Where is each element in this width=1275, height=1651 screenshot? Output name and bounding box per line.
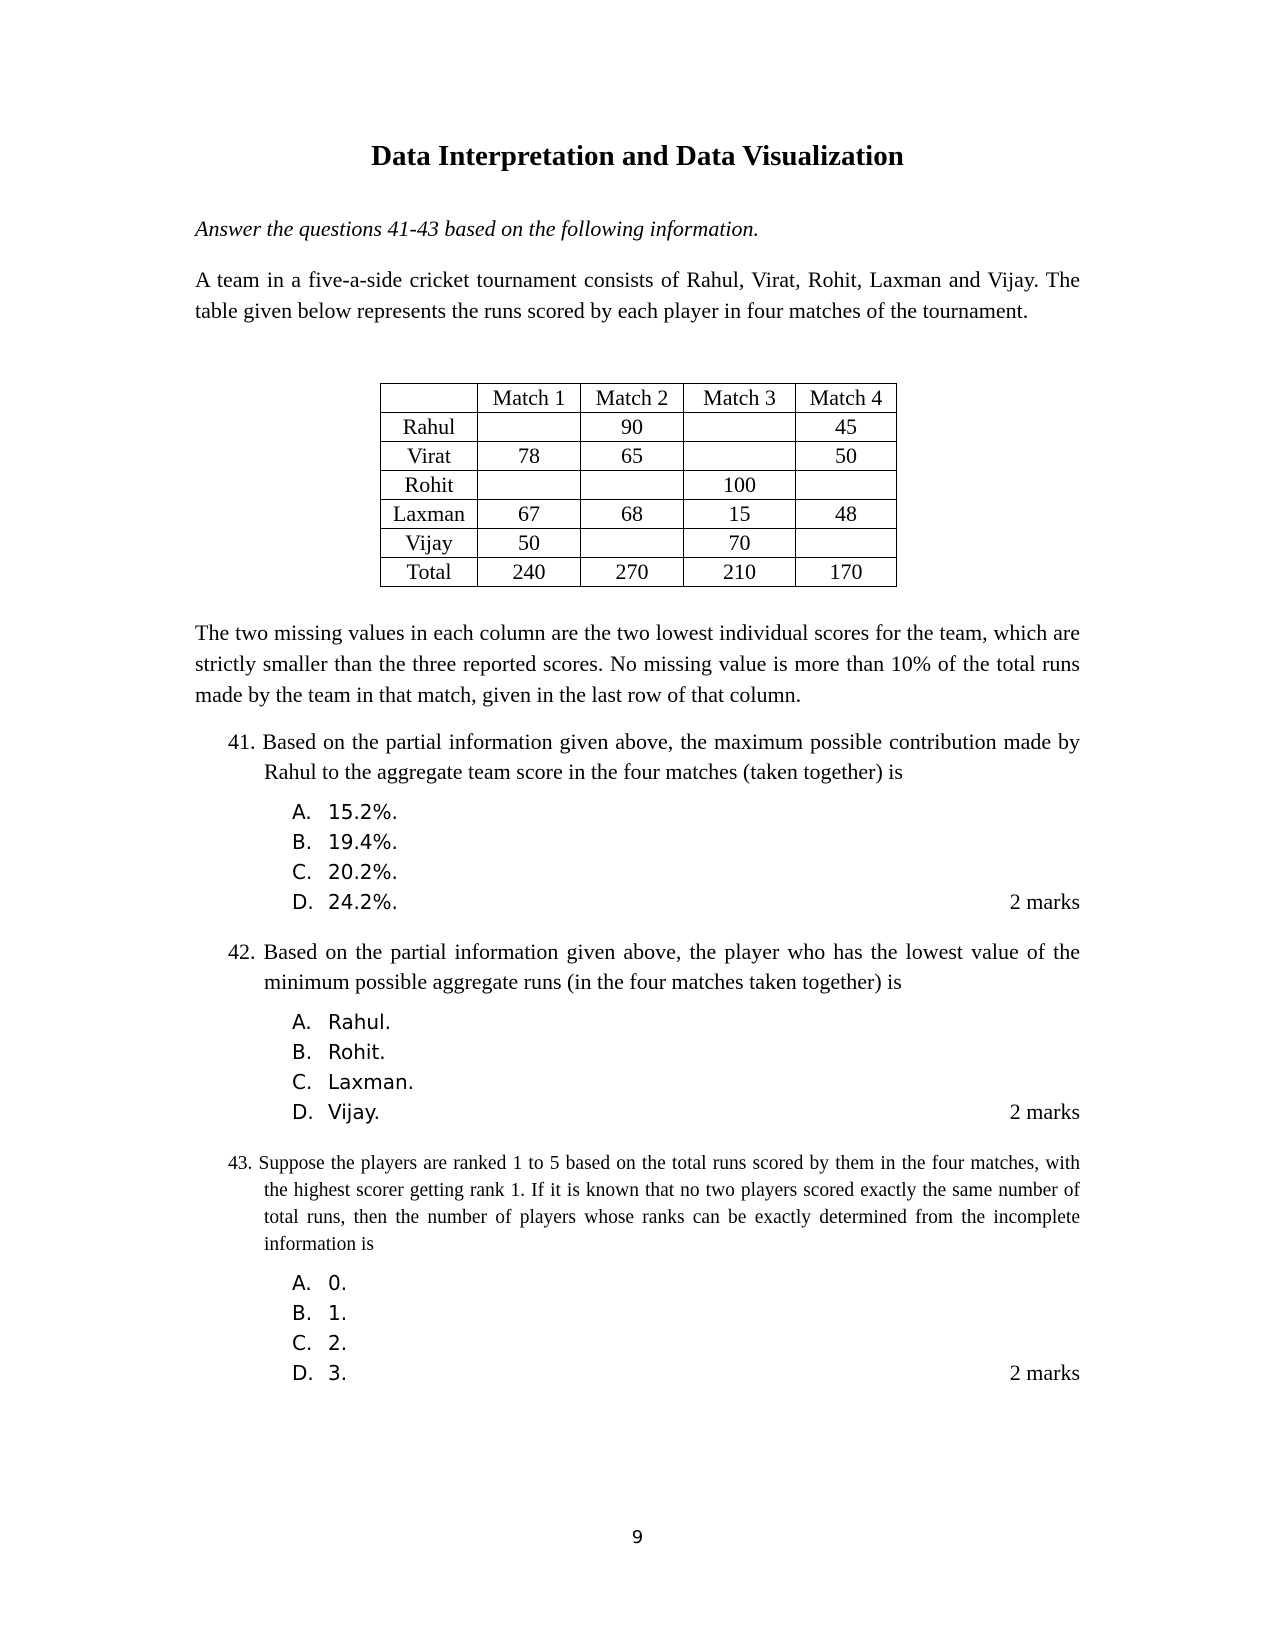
option-a[interactable] bbox=[292, 1007, 1080, 1037]
question-41 bbox=[228, 727, 1080, 917]
option-letter: B. bbox=[292, 830, 313, 854]
option-text: Rohit. bbox=[328, 1040, 386, 1064]
option-c[interactable] bbox=[292, 1328, 1080, 1358]
marks-label: 2 marks bbox=[1009, 1360, 1080, 1385]
option-text: 1. bbox=[328, 1301, 348, 1325]
table-cell: 78 bbox=[478, 442, 581, 471]
table-cell: Rahul bbox=[381, 413, 478, 442]
option-letter: A. bbox=[292, 800, 312, 824]
option-d[interactable] bbox=[292, 1358, 1080, 1388]
option-text: 0. bbox=[328, 1271, 348, 1295]
table-cell: 45 bbox=[796, 413, 897, 442]
table-cell: 67 bbox=[478, 500, 581, 529]
options-list bbox=[228, 1007, 1080, 1127]
runs-table bbox=[380, 383, 897, 587]
table-cell: 90 bbox=[581, 413, 684, 442]
table-cell bbox=[581, 471, 684, 500]
table-cell: 65 bbox=[581, 442, 684, 471]
table-cell bbox=[796, 471, 897, 500]
option-text: Vijay. bbox=[328, 1100, 380, 1124]
question-body: Suppose the players are ranked 1 to 5 based on the total runs scored by them in the four matches, with the highest scorer getting rank 1. If it is known that no two players scored exactly the same number of total runs, then the number of players whose ranks can be exactly determined from the incomplete information is bbox=[258, 1153, 1080, 1255]
table-cell: 240 bbox=[478, 558, 581, 587]
option-c[interactable] bbox=[292, 1067, 1080, 1097]
table-cell bbox=[478, 413, 581, 442]
table-header-row bbox=[381, 384, 897, 413]
table-header-cell bbox=[381, 384, 478, 413]
table-cell: Vijay bbox=[381, 529, 478, 558]
table-total-row bbox=[381, 558, 897, 587]
table-cell: 270 bbox=[581, 558, 684, 587]
table-cell: Total bbox=[381, 558, 478, 587]
option-letter: B. bbox=[292, 1301, 313, 1325]
option-text: 2. bbox=[328, 1331, 348, 1355]
option-letter: C. bbox=[292, 1070, 313, 1094]
option-letter: B. bbox=[292, 1040, 313, 1064]
question-text bbox=[228, 937, 1080, 997]
option-text: 19.4%. bbox=[328, 830, 398, 854]
option-text: 20.2%. bbox=[328, 860, 398, 884]
table-row bbox=[381, 471, 897, 500]
page-title: Data Interpretation and Data Visualization bbox=[371, 140, 904, 172]
option-c[interactable] bbox=[292, 857, 1080, 887]
table-row bbox=[381, 500, 897, 529]
instruction-text: Answer the questions 41-43 based on the following information. bbox=[195, 216, 760, 241]
table-cell: Rohit bbox=[381, 471, 478, 500]
question-body: Based on the partial information given above, the maximum possible contribution made by Rahul to the aggregate team score in the four matches (taken together) is bbox=[262, 729, 1080, 784]
option-text: 15.2%. bbox=[328, 800, 398, 824]
question-body: Based on the partial information given above, the player who has the lowest value of the minimum possible aggregate runs (in the four matches taken together) is bbox=[263, 939, 1081, 994]
table-cell: 100 bbox=[684, 471, 796, 500]
table-cell bbox=[684, 442, 796, 471]
table-cell: 50 bbox=[478, 529, 581, 558]
option-text: Rahul. bbox=[328, 1010, 391, 1034]
table-cell: 170 bbox=[796, 558, 897, 587]
table-row bbox=[381, 442, 897, 471]
option-text: 3. bbox=[328, 1361, 348, 1385]
option-b[interactable] bbox=[292, 827, 1080, 857]
table-cell: Laxman bbox=[381, 500, 478, 529]
option-b[interactable] bbox=[292, 1037, 1080, 1067]
table-header-cell: Match 4 bbox=[796, 384, 897, 413]
marks-label: 2 marks bbox=[1009, 1099, 1080, 1124]
options-list bbox=[228, 797, 1080, 917]
option-letter: A. bbox=[292, 1010, 312, 1034]
question-number: 41. bbox=[228, 729, 256, 754]
options-list bbox=[228, 1268, 1080, 1388]
table-header-cell: Match 1 bbox=[478, 384, 581, 413]
table-cell: 68 bbox=[581, 500, 684, 529]
question-text bbox=[228, 1150, 1080, 1258]
table-cell: 70 bbox=[684, 529, 796, 558]
option-letter: D. bbox=[292, 1361, 314, 1385]
table-row bbox=[381, 413, 897, 442]
question-43 bbox=[228, 1150, 1080, 1388]
question-text bbox=[228, 727, 1080, 787]
page-number: 9 bbox=[631, 1527, 644, 1548]
note-paragraph: The two missing values in each column are the two lowest individual scores for the team, which are strictly smaller than the three reported scores. No missing value is more than 10% of the total runs made by the team in that match, given in the last row of that column. bbox=[195, 620, 1080, 707]
table-cell: 15 bbox=[684, 500, 796, 529]
table-cell: 50 bbox=[796, 442, 897, 471]
question-number: 42. bbox=[228, 939, 256, 964]
intro-paragraph: A team in a five-a-side cricket tournament consists of Rahul, Virat, Rohit, Laxman and Vijay. The table given below represents the runs scored by each player in four matches of the tournament. bbox=[195, 267, 1080, 323]
table-header-cell: Match 2 bbox=[581, 384, 684, 413]
table-row bbox=[381, 529, 897, 558]
option-letter: D. bbox=[292, 890, 314, 914]
table-cell bbox=[796, 529, 897, 558]
option-letter: A. bbox=[292, 1271, 312, 1295]
table-cell: Virat bbox=[381, 442, 478, 471]
table-cell bbox=[478, 471, 581, 500]
option-d[interactable] bbox=[292, 887, 1080, 917]
option-b[interactable] bbox=[292, 1298, 1080, 1328]
question-42 bbox=[228, 937, 1080, 1127]
option-letter: C. bbox=[292, 860, 313, 884]
table-cell bbox=[581, 529, 684, 558]
marks-label: 2 marks bbox=[1009, 889, 1080, 914]
option-a[interactable] bbox=[292, 1268, 1080, 1298]
option-text: Laxman. bbox=[328, 1070, 415, 1094]
table-cell bbox=[684, 413, 796, 442]
option-letter: D. bbox=[292, 1100, 314, 1124]
option-text: 24.2%. bbox=[328, 890, 398, 914]
table-cell: 48 bbox=[796, 500, 897, 529]
option-d[interactable] bbox=[292, 1097, 1080, 1127]
question-number: 43. bbox=[228, 1153, 253, 1174]
table-header-cell: Match 3 bbox=[684, 384, 796, 413]
option-a[interactable] bbox=[292, 797, 1080, 827]
table-cell: 210 bbox=[684, 558, 796, 587]
option-letter: C. bbox=[292, 1331, 313, 1355]
